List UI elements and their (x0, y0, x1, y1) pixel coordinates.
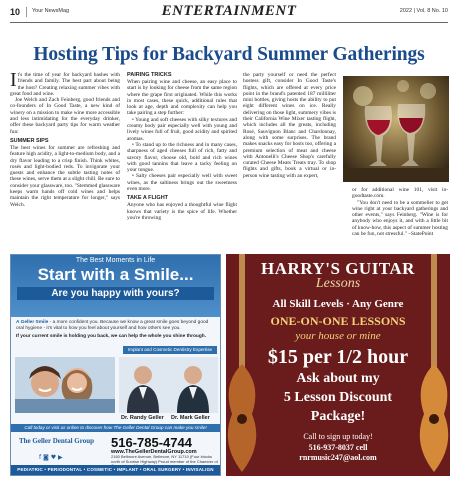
dental-body-lead: A Geller Smile (16, 320, 49, 325)
wine-toast-photo (343, 76, 449, 182)
doctor-name: Dr. Randy Geller (121, 415, 164, 421)
article-paragraph: It's the time of year for backyard bashes with friends and family. The best part about being the host? Creating relaxing summer vibes with great food and wine. (10, 69, 120, 97)
page-number: 10 (10, 7, 21, 17)
dental-body-text: - a more confident you. Because we know a great smile goes beyond good oral hygiene - it's vital to how you feel about yourself and how others see you. (16, 320, 209, 331)
dental-question: Are you happy with yours? (17, 287, 214, 300)
article-column-3 (243, 72, 336, 179)
guitar-ad-phone[interactable]: 516-937-8037 cell (308, 443, 368, 452)
article-headline: Hosting Tips for Backyard Summer Gatherings (33, 44, 425, 65)
article-paragraph: Anyone who has enjoyed a thoughtful wine flight knows that variety is the spice of life. Whether you're throwing (127, 202, 237, 221)
issue-info: 2022 | Vol. 8 No. 10 (399, 8, 448, 14)
guitar-ad-price: $15 per 1/2 hour (267, 346, 409, 368)
dental-phone[interactable]: 516-785-4744 (111, 435, 192, 450)
doctor-name: Dr. Mark Geller (171, 415, 210, 421)
social-icons[interactable]: f ◙ ♥ ▶ (39, 454, 63, 461)
publication-name: Your NewsMag (32, 8, 70, 14)
bullet-item: • Salty cheeses pair especially well with sweet wines, as the saltiness brings out the sweetness even more. (127, 173, 237, 193)
article-paragraph: Joe Welch and Zach Feinberg, good friends and co-founders of In Good Taste, a new kind of winery on a mission to make wine more accessible and less intimidating for the everyday drinker, offer these backyard party tips for warm weather fun: (10, 97, 120, 135)
dental-body (11, 317, 220, 342)
article-paragraph: the party yourself or need the perfect hostess gift, consider In Good Taste's flights, which are offered at every price point in the brand's patented 187 milliliter mini bottles, giving hosts the ability to put eight different wines on ice. Really delivering on those light, summery vibes is their California Wine Mixer tasting flight, which includes all the greats, including Rosé, Sauvignon Blanc and Chardonnay, along with some surprises. The brand makes snacks easy for hosts too, offering a premium selection of meat and cheese with Antonelli's Cheese Shop's carefully curated Cheese Meats Treats tray. To shop flights and gifts, book a virtual or in-person wine tasting with an expert, (243, 72, 336, 179)
guitar-ad-location: your house or mine (295, 330, 381, 342)
guitar-ad-title: HARRY'S GUITAR (261, 259, 415, 278)
dental-expertise-banner: Implant and Cosmetic Dentistry Expertise (123, 346, 217, 354)
header-rule (10, 22, 448, 23)
dental-question-text: If your current smile is holding you back, we can help the whole you shine through. (16, 333, 207, 339)
article-paragraph: "You don't need to be a sommelier to get wine right at your backyard gatherings and other events," says Feinberg. "Wine is for anybody who enjoys it, and with a little bit of know-how, this aspect of summer hosting can be fun, not stressful." –StatePoint (352, 199, 448, 238)
dental-ad-header (11, 255, 220, 317)
dental-call-banner: Call today or visit us online to discover how The Geller Dental Group can make you smile! (11, 424, 220, 432)
article-paragraph: When pairing wine and cheese, an easy place to start is by looking for cheese from the same region where the grape first originated. While this works in most cases, these quick, additional rules that look at age, depth and complexity can help you take pairing a step further: (127, 79, 237, 117)
guitar-ad-package: Package! (310, 409, 366, 424)
subheading: SUMMER SIPS (10, 137, 49, 144)
article-paragraph: The best wines for summer are refreshing and feature high acidity, a light-to-medium body, and a dry flavor leading to a crisp finish. Think whites, rosés and light-bodied reds. To invigorate your guests and enhance the subtle tasting notes of these wines, serve them at a slight chill. Be sure to consider your glassware, too. "Stemmed glassware keeps warm hands off cold wines and helps maintain the right temperature for longer," says Welch. (10, 144, 120, 208)
dental-services: PEDIATRIC • PERIODONTAL • COSMETIC • IMPLANT • ORAL SURGERY • INVISALIGN (11, 465, 220, 475)
guitar-lessons-advertisement[interactable] (226, 254, 450, 476)
article-column-2 (127, 72, 237, 221)
guitar-ad-subtitle: Lessons (315, 276, 361, 291)
guitar-ad-discount: 5 Lesson Discount (283, 390, 393, 405)
article-paragraph: or for additional wine 101, visit ingoodtaste.com. (352, 187, 448, 200)
dental-title: Start with a Smile... (37, 265, 194, 284)
subheading: PAIRING TRICKS (127, 72, 172, 78)
bullet-item: • To stand up to the richness and in many cases, sharpness of aged cheeses full of rich, fatty and savory flavor, choose old, bold and rich wines with good tannins that leave a tacky feeling on your tongue. (127, 141, 237, 174)
dental-photos (15, 357, 218, 413)
page-header (10, 3, 448, 25)
guitar-ad-ask: Ask about my (296, 371, 380, 386)
dental-website[interactable]: www.TheGellerDentalGroup.com (111, 449, 197, 455)
guitar-ad-call: Call to sign up today! (303, 432, 373, 441)
guitar-ad-one-on-one: ONE-ON-ONE LESSONS (270, 314, 406, 328)
bullet-item: • Young and soft cheeses with silky textures and creamy body pair especially well with young and lively wines full of fruit, good acidity and spirited aromas. (127, 116, 237, 142)
article-column-4 (352, 187, 448, 237)
dental-logo: The Geller Dental Group (19, 437, 94, 445)
wine-glasses-illustration (343, 76, 449, 182)
dental-advertisement[interactable] (10, 254, 221, 476)
dental-address: 2160 Bellmore Avenue, Bellmore, NY 11710 (Four blocks north of Sunrise Highway) Proud member of the Chamber of (111, 454, 218, 464)
drop-cap: I (10, 69, 17, 91)
subheading: TAKE A FLIGHT (127, 195, 169, 202)
dental-tagline: The Best Moments in Life (75, 257, 156, 264)
section-title: ENTERTAINMENT (161, 3, 297, 19)
guitar-ad-email[interactable]: rnrmusic247@aol.com (299, 453, 377, 462)
article-column-1 (10, 69, 120, 208)
guitar-ad-skill-levels: All Skill Levels · Any Genre (272, 298, 404, 310)
